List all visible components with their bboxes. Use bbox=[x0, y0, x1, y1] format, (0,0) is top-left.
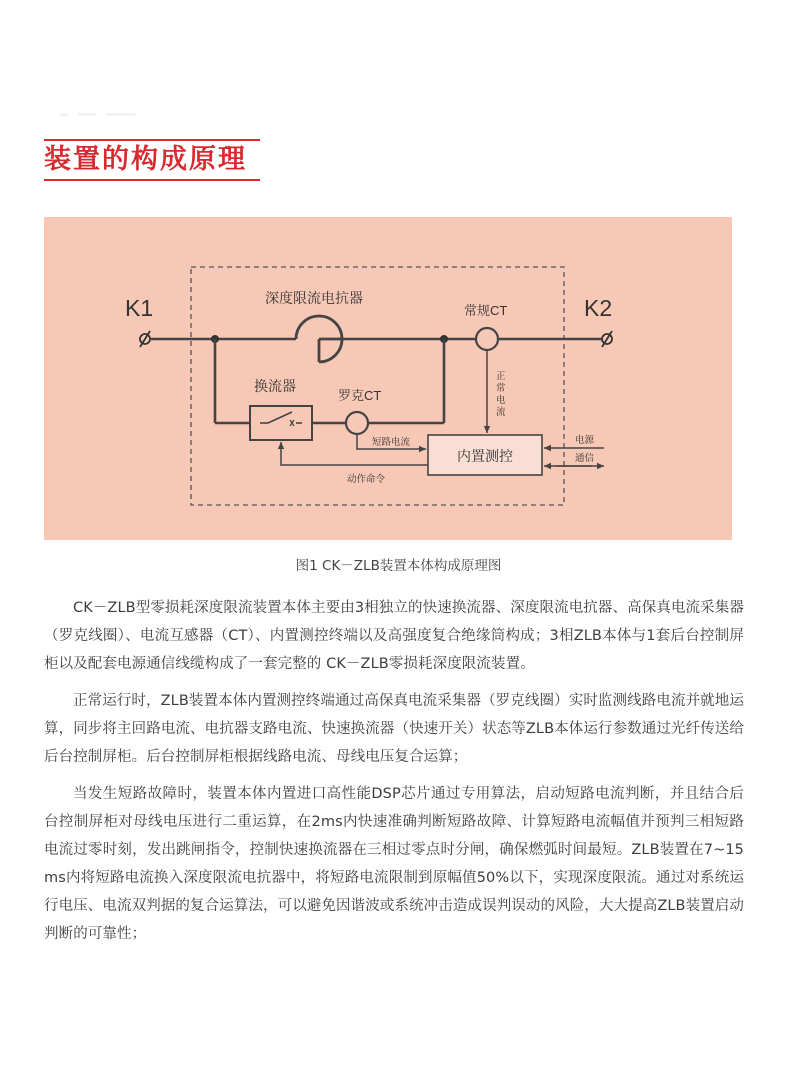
faint-header-mark bbox=[60, 104, 180, 110]
paragraph: 当发生短路故障时，装置本体内置进口高性能DSP芯片通过专用算法，启动短路电流判断，并且结合后台控制屏柜对母线电压进行二重运算，在2ms内快速准确判断短路故障、计算短路电流幅值并预判三相短路电流过零时刻，发出跳闸指令，控制快速换流器在三相过零点时分闸，确保燃弧时间最短。ZLB装置在7~15 ms内将短路电流换入深度限流电抗器中，将短路电流限制到原幅值50%以下，实现深度限流。通过对系统运行电压、电流双判据的复合运算法，可以避免因谐波或系统冲击造成误判误动的风险，大大提高ZLB装置启动判断的可靠性； bbox=[44, 786, 744, 942]
action-command-label: 动作命令 bbox=[347, 474, 386, 485]
title-rule-top bbox=[44, 139, 260, 141]
figure-caption: 图1 CK－ZLB装置本体构成原理图 bbox=[295, 558, 502, 574]
normal-current-label-char-3: 电 bbox=[496, 395, 506, 406]
regular-ct-label: 常规CT bbox=[464, 303, 508, 318]
paragraph: CK－ZLB型零损耗深度限流装置本体主要由3相独立的快速换流器、深度限流电抗器、高保真电流采集器（罗克线圈）、电流互感器（CT）、内置测控终端以及高强度复合绝缘筒构成；3相ZLB本体与1套后台控制屏柜以及配套电源通信线缆构成了一套完整的 CK－ZLB零损耗深度限流装置。 bbox=[44, 600, 744, 672]
body-text bbox=[44, 594, 744, 957]
section-title: 装置的构成原理 bbox=[44, 144, 247, 175]
terminal-k1-label: K1 bbox=[125, 295, 154, 321]
paragraph: 正常运行时，ZLB装置本体内置测控终端通过高保真电流采集器（罗克线圈）实时监测线路电流并就地运算，同步将主回路电流、电抗器支路电流、快速换流器（快速开关）状态等ZLB本体运行参数通过光纤传送给后台控制屏柜。后台控制屏柜根据线路电流、母线电压复合运算； bbox=[44, 693, 744, 765]
converter-label: 换流器 bbox=[254, 378, 296, 394]
communication-label: 通信 bbox=[575, 453, 595, 464]
circuit-diagram bbox=[44, 217, 732, 540]
terminal-k1-symbol bbox=[140, 331, 150, 347]
normal-current-label-char-2: 常 bbox=[496, 383, 506, 394]
rogowski-ct-label: 罗克CT bbox=[338, 388, 382, 403]
rogowski-ct-symbol bbox=[346, 412, 368, 434]
normal-current-label-char-1: 正 bbox=[496, 371, 506, 382]
normal-current-label-char-4: 流 bbox=[496, 407, 506, 418]
terminal-k2-symbol bbox=[602, 331, 612, 347]
terminal-k2-label: K2 bbox=[584, 295, 613, 321]
converter-switch-symbol bbox=[250, 406, 312, 440]
regular-ct-symbol bbox=[476, 328, 498, 350]
normal-current-label bbox=[496, 371, 508, 418]
short-circuit-current-label: 短路电流 bbox=[372, 437, 411, 448]
reactor-label: 深度限流电抗器 bbox=[265, 290, 363, 306]
internal-controller-label: 内置测控 bbox=[457, 448, 513, 464]
current-limiting-reactor-symbol bbox=[296, 316, 342, 362]
power-label: 电源 bbox=[575, 435, 595, 446]
title-rule-bottom bbox=[44, 179, 260, 181]
